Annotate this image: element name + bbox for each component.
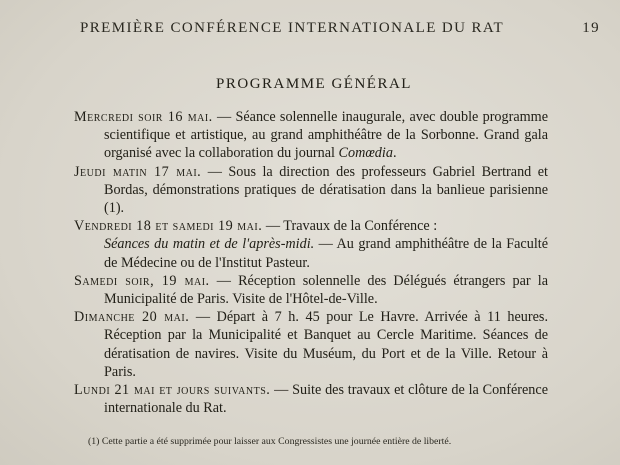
programme-entry-sunday bbox=[74, 308, 548, 381]
entry-date: Vendredi 18 et samedi 19 mai. bbox=[74, 218, 263, 235]
programme-entry-friday-saturday bbox=[74, 217, 548, 272]
footnote: (1) Cette partie a été supprimée pour laisser aux Congressistes une journée entière de liberté. bbox=[88, 436, 452, 447]
programme-entry-monday bbox=[74, 381, 548, 417]
journal-name: Comœdia bbox=[338, 145, 393, 162]
programme-entry-wednesday bbox=[74, 108, 548, 163]
entry-text: — Sous la direction des professeurs Gabriel Bertrand et Bordas, démonstrations pratiques de dératisation dans la banlieue parisienne (1). bbox=[104, 163, 548, 217]
entry-date: Mercredi soir 16 mai. bbox=[74, 109, 213, 125]
entry-subheading: Séances du matin et de l'après-midi. bbox=[104, 236, 315, 253]
entry-text-continued: — Au grand amphithéâtre de la Faculté de Médecine ou de l'Institut Pasteur. bbox=[104, 236, 549, 271]
programme-list bbox=[74, 108, 548, 417]
programme-entry-saturday-evening bbox=[74, 272, 548, 308]
entry-text: — Suite des travaux et clôture de la Conférence internationale du Rat. bbox=[104, 382, 548, 417]
entry-text: — Départ à 7 h. 45 pour Le Havre. Arrivée à 11 heures. Réception par la Municipalité et Banquet au Cercle Maritime. Séances de dératisation de navires. Visite du Muséum, du Port et de la Ville. Retour à Paris. bbox=[104, 309, 548, 380]
entry-date: Lundi 21 mai et jours suivants. bbox=[74, 382, 271, 399]
entry-text: — Réception solennelle des Délégués étrangers par la Municipalité de Paris. Visite de l'Hôtel-de-Ville. bbox=[104, 272, 548, 308]
entry-date: Samedi soir, 19 mai. bbox=[74, 272, 210, 289]
programme-entry-thursday bbox=[74, 163, 548, 218]
page-number: 19 bbox=[582, 20, 600, 36]
entry-date: Jeudi matin 17 mai. bbox=[74, 163, 202, 180]
running-title: PREMIÈRE CONFÉRENCE INTERNATIONALE DU RAT bbox=[80, 20, 505, 36]
entry-text: — Travaux de la Conférence : bbox=[262, 218, 438, 235]
entry-text: — Séance solennelle inaugurale, avec double programme scientifique et artistique, au grand amphithéâtre de la Sorbonne. Grand gala organisé avec la collaboration du journal bbox=[104, 109, 549, 162]
entry-tail: . bbox=[392, 145, 397, 162]
section-title: PROGRAMME GÉNÉRAL bbox=[216, 76, 412, 92]
entry-date: Dimanche 20 mai. bbox=[74, 309, 190, 326]
